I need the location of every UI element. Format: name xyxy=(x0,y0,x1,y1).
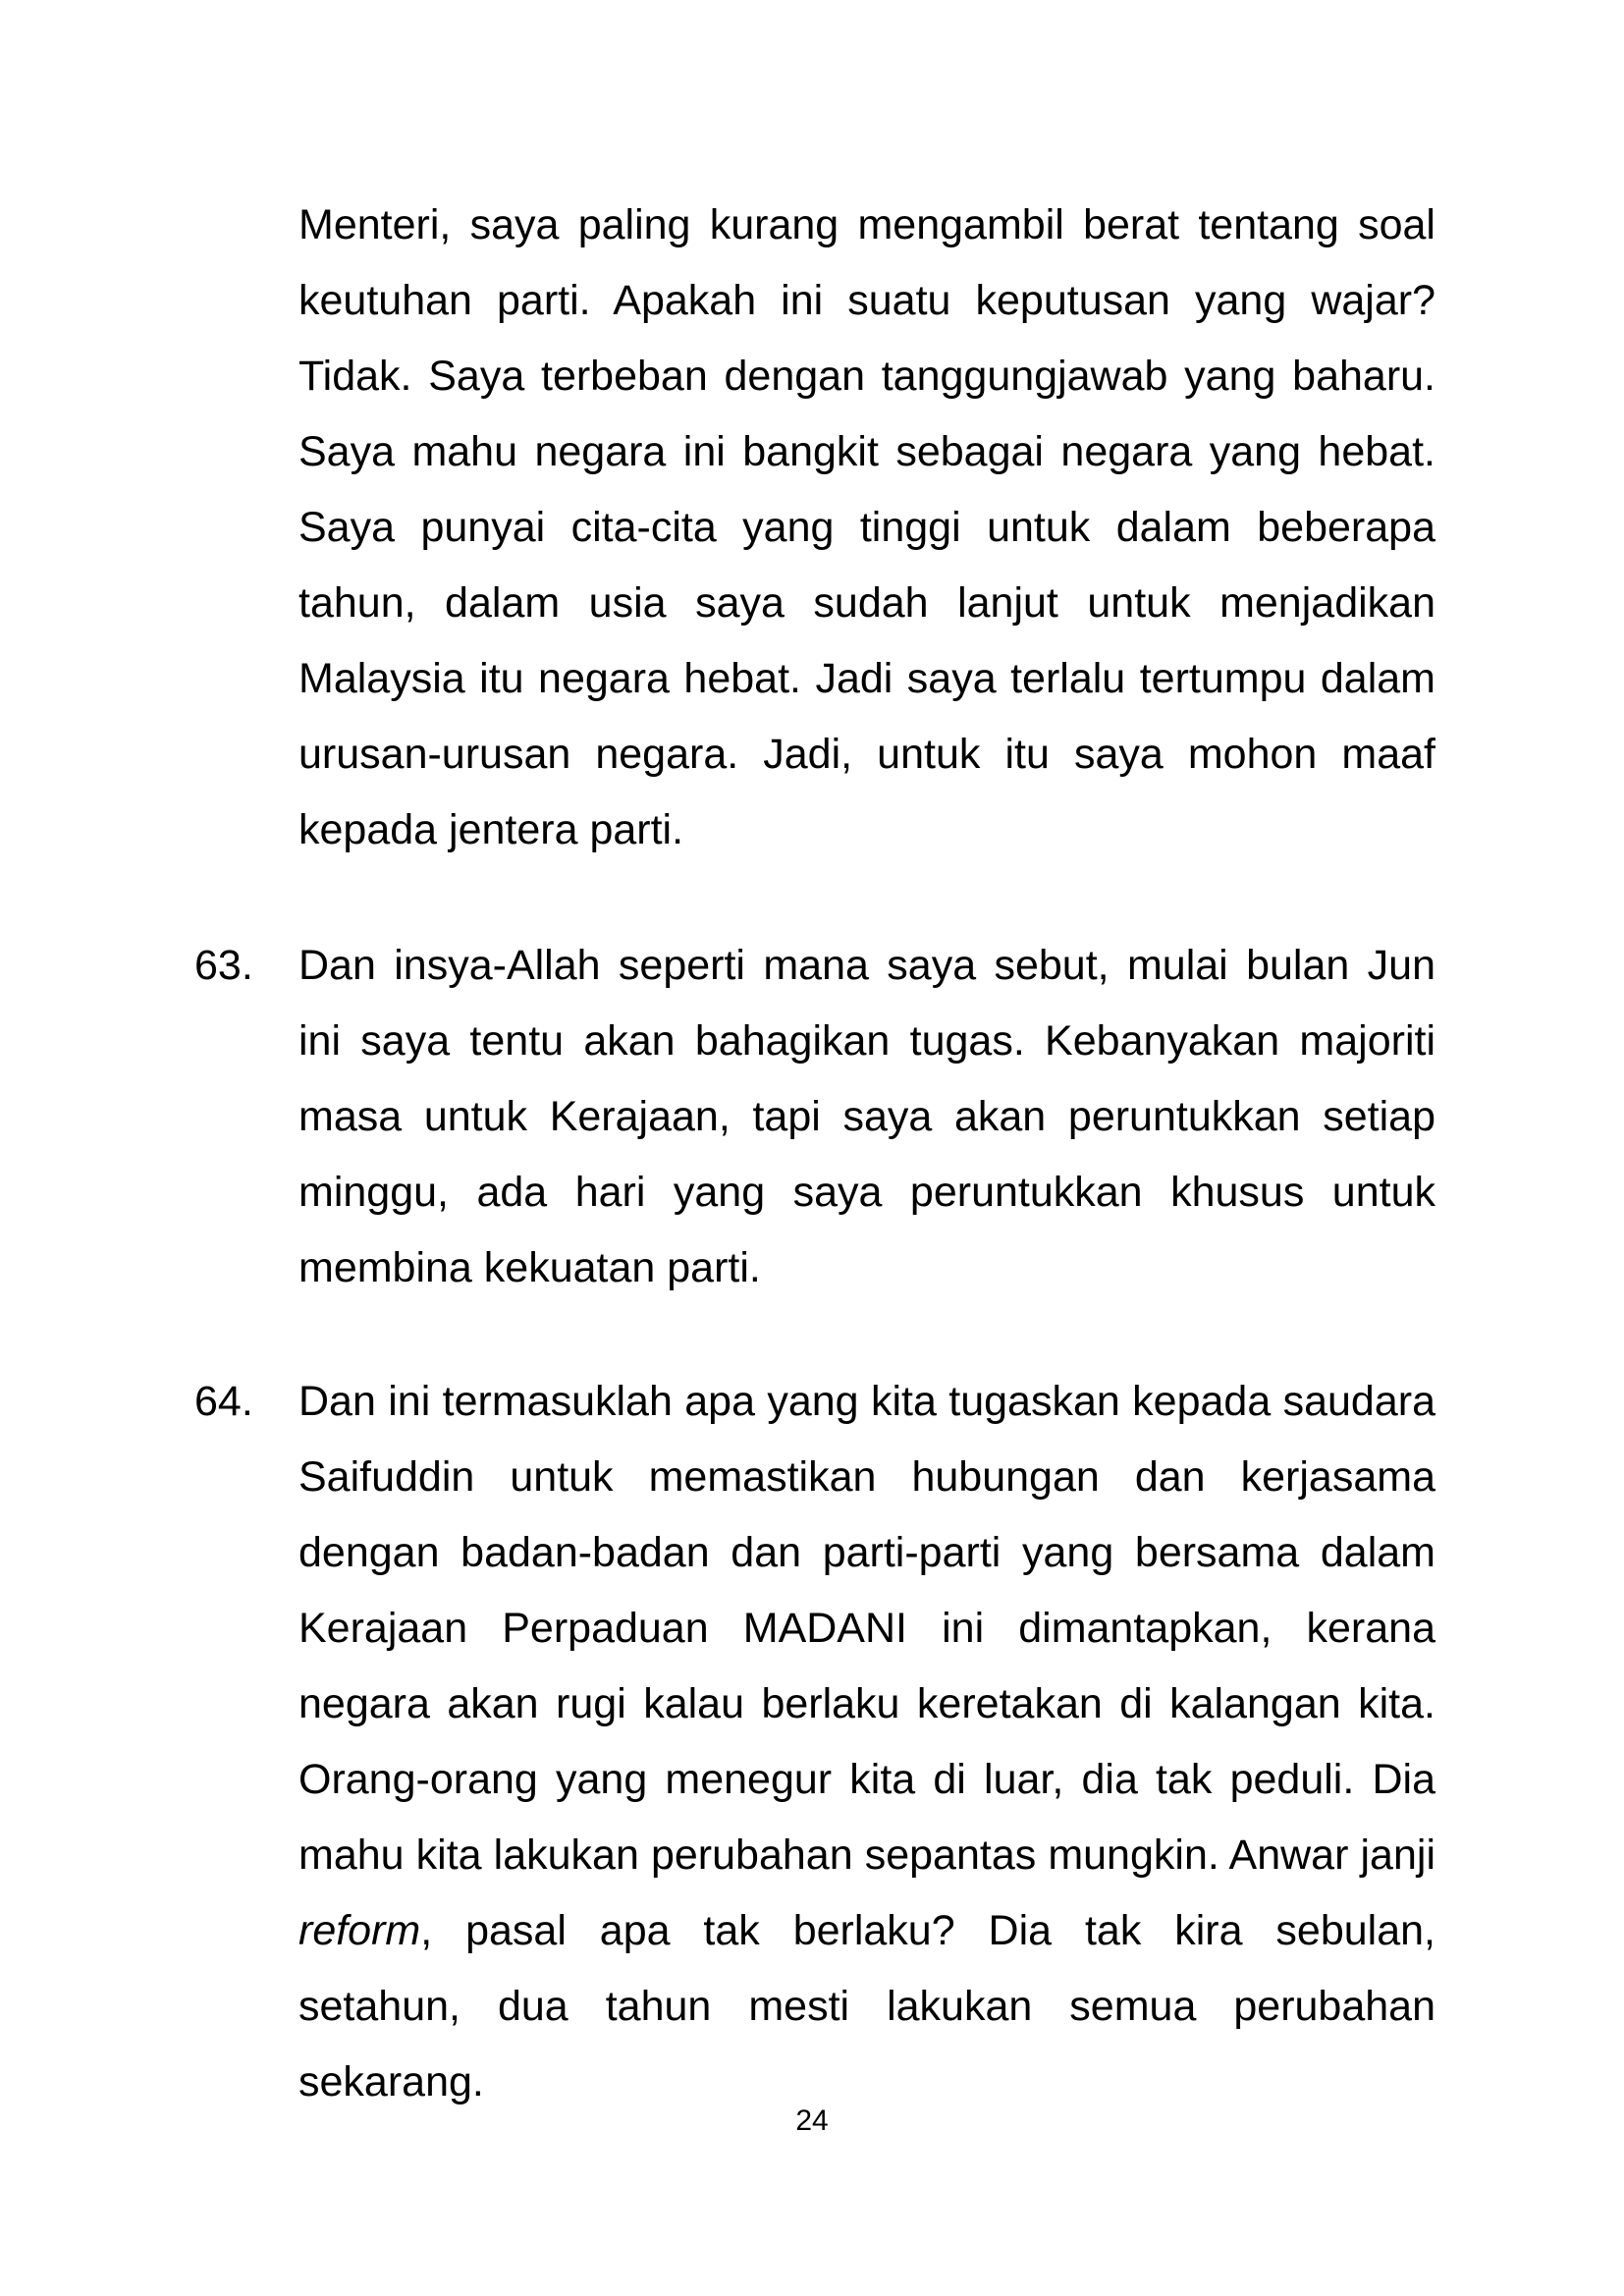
paragraph-63: Dan insya-Allah seperti mana saya sebut, mulai bulan Jun ini saya tentu akan bahagikan tugas. Kebanyakan majoriti masa untuk Kerajaan, tapi saya akan peruntukkan setiap minggu, ada hari yang saya peruntukkan khusus untuk membina kekuatan parti. xyxy=(298,942,1435,1291)
paragraph-number-64: 64. xyxy=(194,1378,253,1425)
paragraph-64-text-end: , pasal apa tak berlaku? Dia tak kira sebulan, setahun, dua tahun mesti lakukan semua perubahan sekarang. xyxy=(298,1907,1435,2105)
paragraph-continued: Menteri, saya paling kurang mengambil berat tentang soal keutuhan parti. Apakah ini suatu keputusan yang wajar? Tidak. Saya terbeban dengan tanggungjawab yang baharu. Saya mahu negara ini bangkit sebagai negara yang hebat. Saya punyai cita-cita yang tinggi untuk dalam beberapa tahun, dalam usia saya sudah lanjut untuk menjadikan Malaysia itu negara hebat. Jadi saya terlalu tertumpu dalam urusan-urusan negara. Jadi, untuk itu saya mohon maaf kepada jentera parti. xyxy=(298,201,1435,853)
paragraph-number-63: 63. xyxy=(194,942,253,989)
paragraph-64 xyxy=(298,1364,1435,2120)
italic-term: reform xyxy=(298,1907,421,1954)
paragraph-64-text-start: Dan ini termasuklah apa yang kita tugaskan kepada saudara Saifuddin untuk memastikan hubungan dan kerjasama dengan badan-badan dan parti-parti yang bersama dalam Kerajaan Perpaduan MADANI ini dimantapkan, kerana negara akan rugi kalau berlaku keretakan di kalangan kita. Orang-orang yang menegur kita di luar, dia tak peduli. Dia mahu kita lakukan perubahan sepantas mungkin. Anwar janji xyxy=(298,1378,1435,1879)
page-number: 24 xyxy=(795,2105,829,2137)
